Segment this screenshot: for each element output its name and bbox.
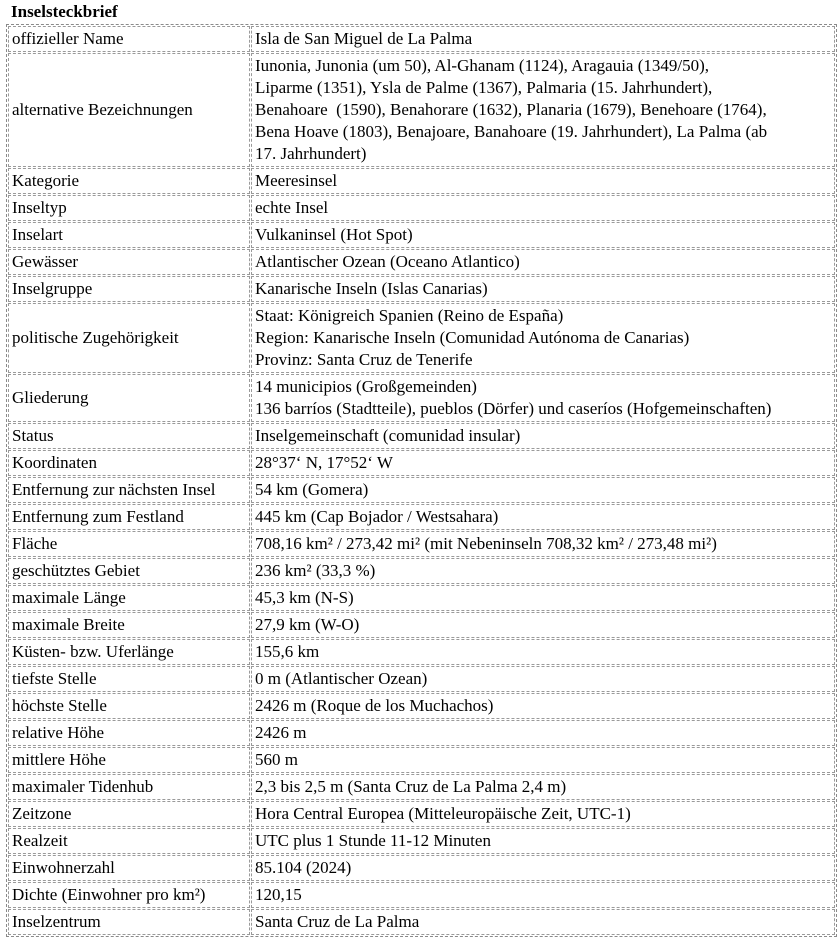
row-label: Kategorie bbox=[8, 168, 250, 194]
row-value bbox=[251, 276, 835, 302]
table-row bbox=[8, 774, 835, 800]
table-row bbox=[8, 303, 835, 373]
row-label: offizieller Name bbox=[8, 26, 250, 52]
value-line: Vulkaninsel (Hot Spot) bbox=[255, 225, 413, 244]
row-label: Zeitzone bbox=[8, 801, 250, 827]
table-row bbox=[8, 195, 835, 221]
row-value bbox=[251, 423, 835, 449]
row-label: Entfernung zum Festland bbox=[8, 504, 250, 530]
value-line: 560 m bbox=[255, 750, 298, 769]
row-value bbox=[251, 774, 835, 800]
value-line: 2426 m bbox=[255, 723, 307, 742]
table-row bbox=[8, 882, 835, 908]
table-row bbox=[8, 693, 835, 719]
row-label: tiefste Stelle bbox=[8, 666, 250, 692]
value-line: 0 m (Atlantischer Ozean) bbox=[255, 669, 428, 688]
table-row bbox=[8, 249, 835, 275]
table-row bbox=[8, 585, 835, 611]
row-value bbox=[251, 639, 835, 665]
row-label: maximale Breite bbox=[8, 612, 250, 638]
facts-table-body bbox=[8, 26, 835, 935]
value-line: 54 km (Gomera) bbox=[255, 480, 369, 499]
value-line: 45,3 km (N-S) bbox=[255, 588, 354, 607]
row-label: Entfernung zur nächsten Insel bbox=[8, 477, 250, 503]
table-row bbox=[8, 612, 835, 638]
table-row bbox=[8, 504, 835, 530]
value-line: Meeresinsel bbox=[255, 171, 338, 190]
row-value bbox=[251, 585, 835, 611]
table-row bbox=[8, 720, 835, 746]
table-row bbox=[8, 558, 835, 584]
table-row bbox=[8, 909, 835, 935]
row-label: Gewässer bbox=[8, 249, 250, 275]
value-line: 17. Jahrhundert) bbox=[255, 144, 367, 163]
table-row bbox=[8, 855, 835, 881]
table-row bbox=[8, 423, 835, 449]
table-row bbox=[8, 168, 835, 194]
value-line: UTC plus 1 Stunde 11-12 Minuten bbox=[255, 831, 491, 850]
row-label: Küsten- bzw. Uferlänge bbox=[8, 639, 250, 665]
value-line: Hora Central Europea (Mitteleuropäische Zeit, UTC-1) bbox=[255, 804, 631, 823]
row-label: alternative Bezeichnungen bbox=[8, 53, 250, 167]
row-label: geschütztes Gebiet bbox=[8, 558, 250, 584]
row-value bbox=[251, 477, 835, 503]
row-label: Koordinaten bbox=[8, 450, 250, 476]
row-label: maximaler Tidenhub bbox=[8, 774, 250, 800]
table-row bbox=[8, 666, 835, 692]
value-line: 236 km² (33,3 %) bbox=[255, 561, 376, 580]
value-line: Bena Hoave (1803), Benajoare, Banahoare (19. Jahrhundert), La Palma (ab bbox=[255, 122, 768, 141]
value-line: Liparme (1351), Ysla de Palme (1367), Palmaria (15. Jahrhundert), bbox=[255, 78, 713, 97]
table-row bbox=[8, 222, 835, 248]
row-value bbox=[251, 828, 835, 854]
value-line: Region: Kanarische Inseln (Comunidad Autónoma de Canarias) bbox=[255, 328, 690, 347]
row-value bbox=[251, 450, 835, 476]
row-value bbox=[251, 693, 835, 719]
value-line: Staat: Königreich Spanien (Reino de España) bbox=[255, 306, 564, 325]
value-line: Benahoare (1590), Benahorare (1632), Planaria (1679), Benehoare (1764), bbox=[255, 100, 767, 119]
row-label: Gliederung bbox=[8, 374, 250, 422]
table-row bbox=[8, 531, 835, 557]
row-label: maximale Länge bbox=[8, 585, 250, 611]
row-value bbox=[251, 531, 835, 557]
row-value bbox=[251, 249, 835, 275]
value-line: Iunonia, Junonia (um 50), Al-Ghanam (1124), Aragauia (1349/50), bbox=[255, 56, 710, 75]
row-label: Einwohnerzahl bbox=[8, 855, 250, 881]
row-value bbox=[251, 882, 835, 908]
value-line: 136 barríos (Stadtteile), pueblos (Dörfer) und caseríos (Hofgemeinschaften) bbox=[255, 399, 772, 418]
row-value bbox=[251, 558, 835, 584]
island-facts-table bbox=[6, 24, 837, 937]
value-line: echte Insel bbox=[255, 198, 329, 217]
value-line: Santa Cruz de La Palma bbox=[255, 912, 420, 931]
value-line: 120,15 bbox=[255, 885, 302, 904]
row-label: Inseltyp bbox=[8, 195, 250, 221]
value-line: 155,6 km bbox=[255, 642, 320, 661]
value-line: 27,9 km (W-O) bbox=[255, 615, 360, 634]
row-value bbox=[251, 168, 835, 194]
row-value bbox=[251, 666, 835, 692]
row-value bbox=[251, 747, 835, 773]
value-line: 28°37‘ N, 17°52‘ W bbox=[255, 453, 393, 472]
value-line: 85.104 (2024) bbox=[255, 858, 352, 877]
table-row bbox=[8, 639, 835, 665]
table-row bbox=[8, 26, 835, 52]
row-label: Realzeit bbox=[8, 828, 250, 854]
value-line: Inselgemeinschaft (comunidad insular) bbox=[255, 426, 521, 445]
row-value bbox=[251, 26, 835, 52]
table-row bbox=[8, 276, 835, 302]
row-value bbox=[251, 303, 835, 373]
row-label: mittlere Höhe bbox=[8, 747, 250, 773]
row-value bbox=[251, 909, 835, 935]
row-label: Fläche bbox=[8, 531, 250, 557]
row-label: politische Zugehörigkeit bbox=[8, 303, 250, 373]
table-row bbox=[8, 828, 835, 854]
row-label: Inselgruppe bbox=[8, 276, 250, 302]
value-line: Provinz: Santa Cruz de Tenerife bbox=[255, 350, 473, 369]
row-label: Inselzentrum bbox=[8, 909, 250, 935]
row-label: Status bbox=[8, 423, 250, 449]
value-line: 2426 m (Roque de los Muchachos) bbox=[255, 696, 494, 715]
value-line: 2,3 bis 2,5 m (Santa Cruz de La Palma 2,4 m) bbox=[255, 777, 567, 796]
table-row bbox=[8, 53, 835, 167]
value-line: 14 municipios (Großgemeinden) bbox=[255, 377, 477, 396]
row-label: höchste Stelle bbox=[8, 693, 250, 719]
page-title: Inselsteckbrief bbox=[11, 2, 118, 21]
value-line: Atlantischer Ozean (Oceano Atlantico) bbox=[255, 252, 520, 271]
row-value bbox=[251, 53, 835, 167]
value-line: 708,16 km² / 273,42 mi² (mit Nebeninseln 708,32 km² / 273,48 mi²) bbox=[255, 534, 717, 553]
value-line: 445 km (Cap Bojador / Westsahara) bbox=[255, 507, 499, 526]
row-label: relative Höhe bbox=[8, 720, 250, 746]
value-line: Isla de San Miguel de La Palma bbox=[255, 29, 473, 48]
table-row bbox=[8, 374, 835, 422]
row-label: Inselart bbox=[8, 222, 250, 248]
row-value bbox=[251, 720, 835, 746]
table-row bbox=[8, 801, 835, 827]
row-value bbox=[251, 222, 835, 248]
row-value bbox=[251, 195, 835, 221]
row-value bbox=[251, 612, 835, 638]
row-value bbox=[251, 504, 835, 530]
row-value bbox=[251, 374, 835, 422]
table-row bbox=[8, 477, 835, 503]
table-row bbox=[8, 747, 835, 773]
value-line: Kanarische Inseln (Islas Canarias) bbox=[255, 279, 488, 298]
row-label: Dichte (Einwohner pro km²) bbox=[8, 882, 250, 908]
row-value bbox=[251, 855, 835, 881]
row-value bbox=[251, 801, 835, 827]
table-row bbox=[8, 450, 835, 476]
